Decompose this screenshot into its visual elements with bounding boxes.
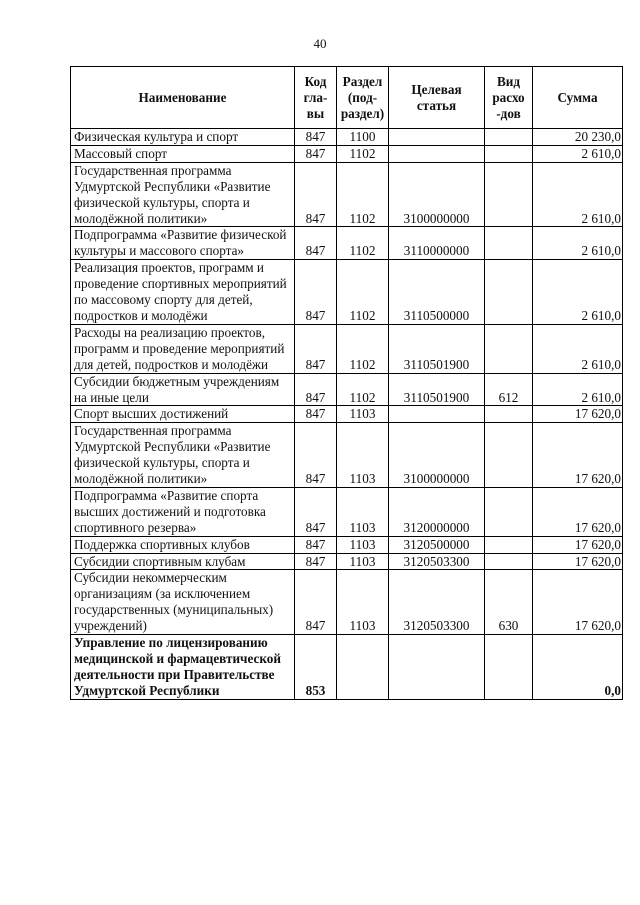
cell-vid bbox=[485, 162, 533, 227]
table-row bbox=[71, 553, 623, 570]
table-row bbox=[71, 227, 623, 260]
cell-vid: 630 bbox=[485, 570, 533, 635]
cell-name: Государственная программа Удмуртской Республики «Развитие физической культуры, спорта и молодёжной политики» bbox=[71, 162, 295, 227]
cell-sum: 17 620,0 bbox=[533, 423, 623, 488]
cell-target bbox=[389, 145, 485, 162]
cell-sum: 2 610,0 bbox=[533, 227, 623, 260]
cell-code: 847 bbox=[295, 373, 337, 406]
cell-section: 1102 bbox=[337, 145, 389, 162]
cell-section bbox=[337, 635, 389, 700]
cell-name: Субсидии бюджетным учреждениям на иные цели bbox=[71, 373, 295, 406]
cell-name: Государственная программа Удмуртской Республики «Развитие физической культуры, спорта и молодёжной политики» bbox=[71, 423, 295, 488]
table-row bbox=[71, 324, 623, 373]
cell-section: 1102 bbox=[337, 162, 389, 227]
cell-section: 1103 bbox=[337, 553, 389, 570]
table-row bbox=[71, 373, 623, 406]
cell-vid bbox=[485, 129, 533, 146]
header-sum: Сумма bbox=[533, 67, 623, 129]
cell-section: 1103 bbox=[337, 570, 389, 635]
cell-name: Подпрограмма «Развитие спорта высших достижений и подготовка спортивного резерва» bbox=[71, 487, 295, 536]
header-code: Код гла- вы bbox=[295, 67, 337, 129]
cell-name: Субсидии некоммерческим организациям (за исключением государственных (муниципальных) учреждений) bbox=[71, 570, 295, 635]
cell-target: 3120503300 bbox=[389, 570, 485, 635]
cell-vid bbox=[485, 227, 533, 260]
cell-target: 3110000000 bbox=[389, 227, 485, 260]
cell-code: 847 bbox=[295, 227, 337, 260]
cell-name: Массовый спорт bbox=[71, 145, 295, 162]
cell-target: 3110500000 bbox=[389, 260, 485, 325]
cell-section: 1103 bbox=[337, 487, 389, 536]
cell-section: 1103 bbox=[337, 536, 389, 553]
cell-target: 3120000000 bbox=[389, 487, 485, 536]
cell-sum: 17 620,0 bbox=[533, 406, 623, 423]
header-vid: Вид расхо -дов bbox=[485, 67, 533, 129]
cell-sum: 2 610,0 bbox=[533, 373, 623, 406]
cell-code: 847 bbox=[295, 406, 337, 423]
cell-section: 1103 bbox=[337, 406, 389, 423]
cell-target: 3110501900 bbox=[389, 373, 485, 406]
cell-sum: 17 620,0 bbox=[533, 536, 623, 553]
cell-section: 1100 bbox=[337, 129, 389, 146]
cell-sum: 17 620,0 bbox=[533, 553, 623, 570]
cell-vid bbox=[485, 635, 533, 700]
cell-vid bbox=[485, 423, 533, 488]
cell-name: Управление по лицензированию медицинской и фармацевтической деятельности при Правительстве Удмуртской Республики bbox=[71, 635, 295, 700]
cell-section: 1103 bbox=[337, 423, 389, 488]
cell-target bbox=[389, 406, 485, 423]
cell-code: 847 bbox=[295, 536, 337, 553]
header-row bbox=[71, 67, 623, 129]
cell-sum: 17 620,0 bbox=[533, 487, 623, 536]
cell-sum: 2 610,0 bbox=[533, 145, 623, 162]
cell-sum: 0,0 bbox=[533, 635, 623, 700]
cell-name: Субсидии спортивным клубам bbox=[71, 553, 295, 570]
cell-target bbox=[389, 129, 485, 146]
cell-target: 3100000000 bbox=[389, 423, 485, 488]
cell-code: 847 bbox=[295, 129, 337, 146]
page-number: 40 bbox=[313, 36, 327, 51]
cell-target: 3120503300 bbox=[389, 553, 485, 570]
cell-vid bbox=[485, 324, 533, 373]
table-row bbox=[71, 635, 623, 700]
cell-sum: 2 610,0 bbox=[533, 260, 623, 325]
cell-section: 1102 bbox=[337, 373, 389, 406]
cell-section: 1102 bbox=[337, 260, 389, 325]
cell-name: Подпрограмма «Развитие физической культуры и массового спорта» bbox=[71, 227, 295, 260]
table-row bbox=[71, 536, 623, 553]
cell-section: 1102 bbox=[337, 324, 389, 373]
cell-target: 3120500000 bbox=[389, 536, 485, 553]
header-name: Наименование bbox=[71, 67, 295, 129]
cell-sum: 2 610,0 bbox=[533, 162, 623, 227]
table-row bbox=[71, 162, 623, 227]
cell-name: Физическая культура и спорт bbox=[71, 129, 295, 146]
cell-target: 3100000000 bbox=[389, 162, 485, 227]
cell-vid bbox=[485, 260, 533, 325]
cell-code: 847 bbox=[295, 570, 337, 635]
cell-code: 847 bbox=[295, 553, 337, 570]
cell-vid bbox=[485, 406, 533, 423]
cell-vid bbox=[485, 145, 533, 162]
cell-vid: 612 bbox=[485, 373, 533, 406]
table-row bbox=[71, 423, 623, 488]
cell-name: Реализация проектов, программ и проведение спортивных мероприятий по массовому спорту для детей, подростков и молодёжи bbox=[71, 260, 295, 325]
cell-code: 847 bbox=[295, 324, 337, 373]
cell-code: 847 bbox=[295, 487, 337, 536]
header-target: Целевая статья bbox=[389, 67, 485, 129]
budget-table bbox=[70, 66, 623, 700]
cell-code: 847 bbox=[295, 260, 337, 325]
cell-code: 847 bbox=[295, 162, 337, 227]
table-row bbox=[71, 406, 623, 423]
cell-vid bbox=[485, 536, 533, 553]
cell-code: 853 bbox=[295, 635, 337, 700]
cell-section: 1102 bbox=[337, 227, 389, 260]
table-row bbox=[71, 570, 623, 635]
cell-code: 847 bbox=[295, 423, 337, 488]
cell-sum: 17 620,0 bbox=[533, 570, 623, 635]
cell-sum: 20 230,0 bbox=[533, 129, 623, 146]
table-row bbox=[71, 145, 623, 162]
cell-vid bbox=[485, 553, 533, 570]
cell-vid bbox=[485, 487, 533, 536]
cell-name: Расходы на реализацию проектов, программ и проведение мероприятий для детей, подростков и молодёжи bbox=[71, 324, 295, 373]
cell-name: Поддержка спортивных клубов bbox=[71, 536, 295, 553]
cell-sum: 2 610,0 bbox=[533, 324, 623, 373]
cell-code: 847 bbox=[295, 145, 337, 162]
cell-target: 3110501900 bbox=[389, 324, 485, 373]
cell-name: Спорт высших достижений bbox=[71, 406, 295, 423]
table-row bbox=[71, 260, 623, 325]
cell-target bbox=[389, 635, 485, 700]
header-section: Раздел (под- раздел) bbox=[337, 67, 389, 129]
table-row bbox=[71, 129, 623, 146]
table-row bbox=[71, 487, 623, 536]
